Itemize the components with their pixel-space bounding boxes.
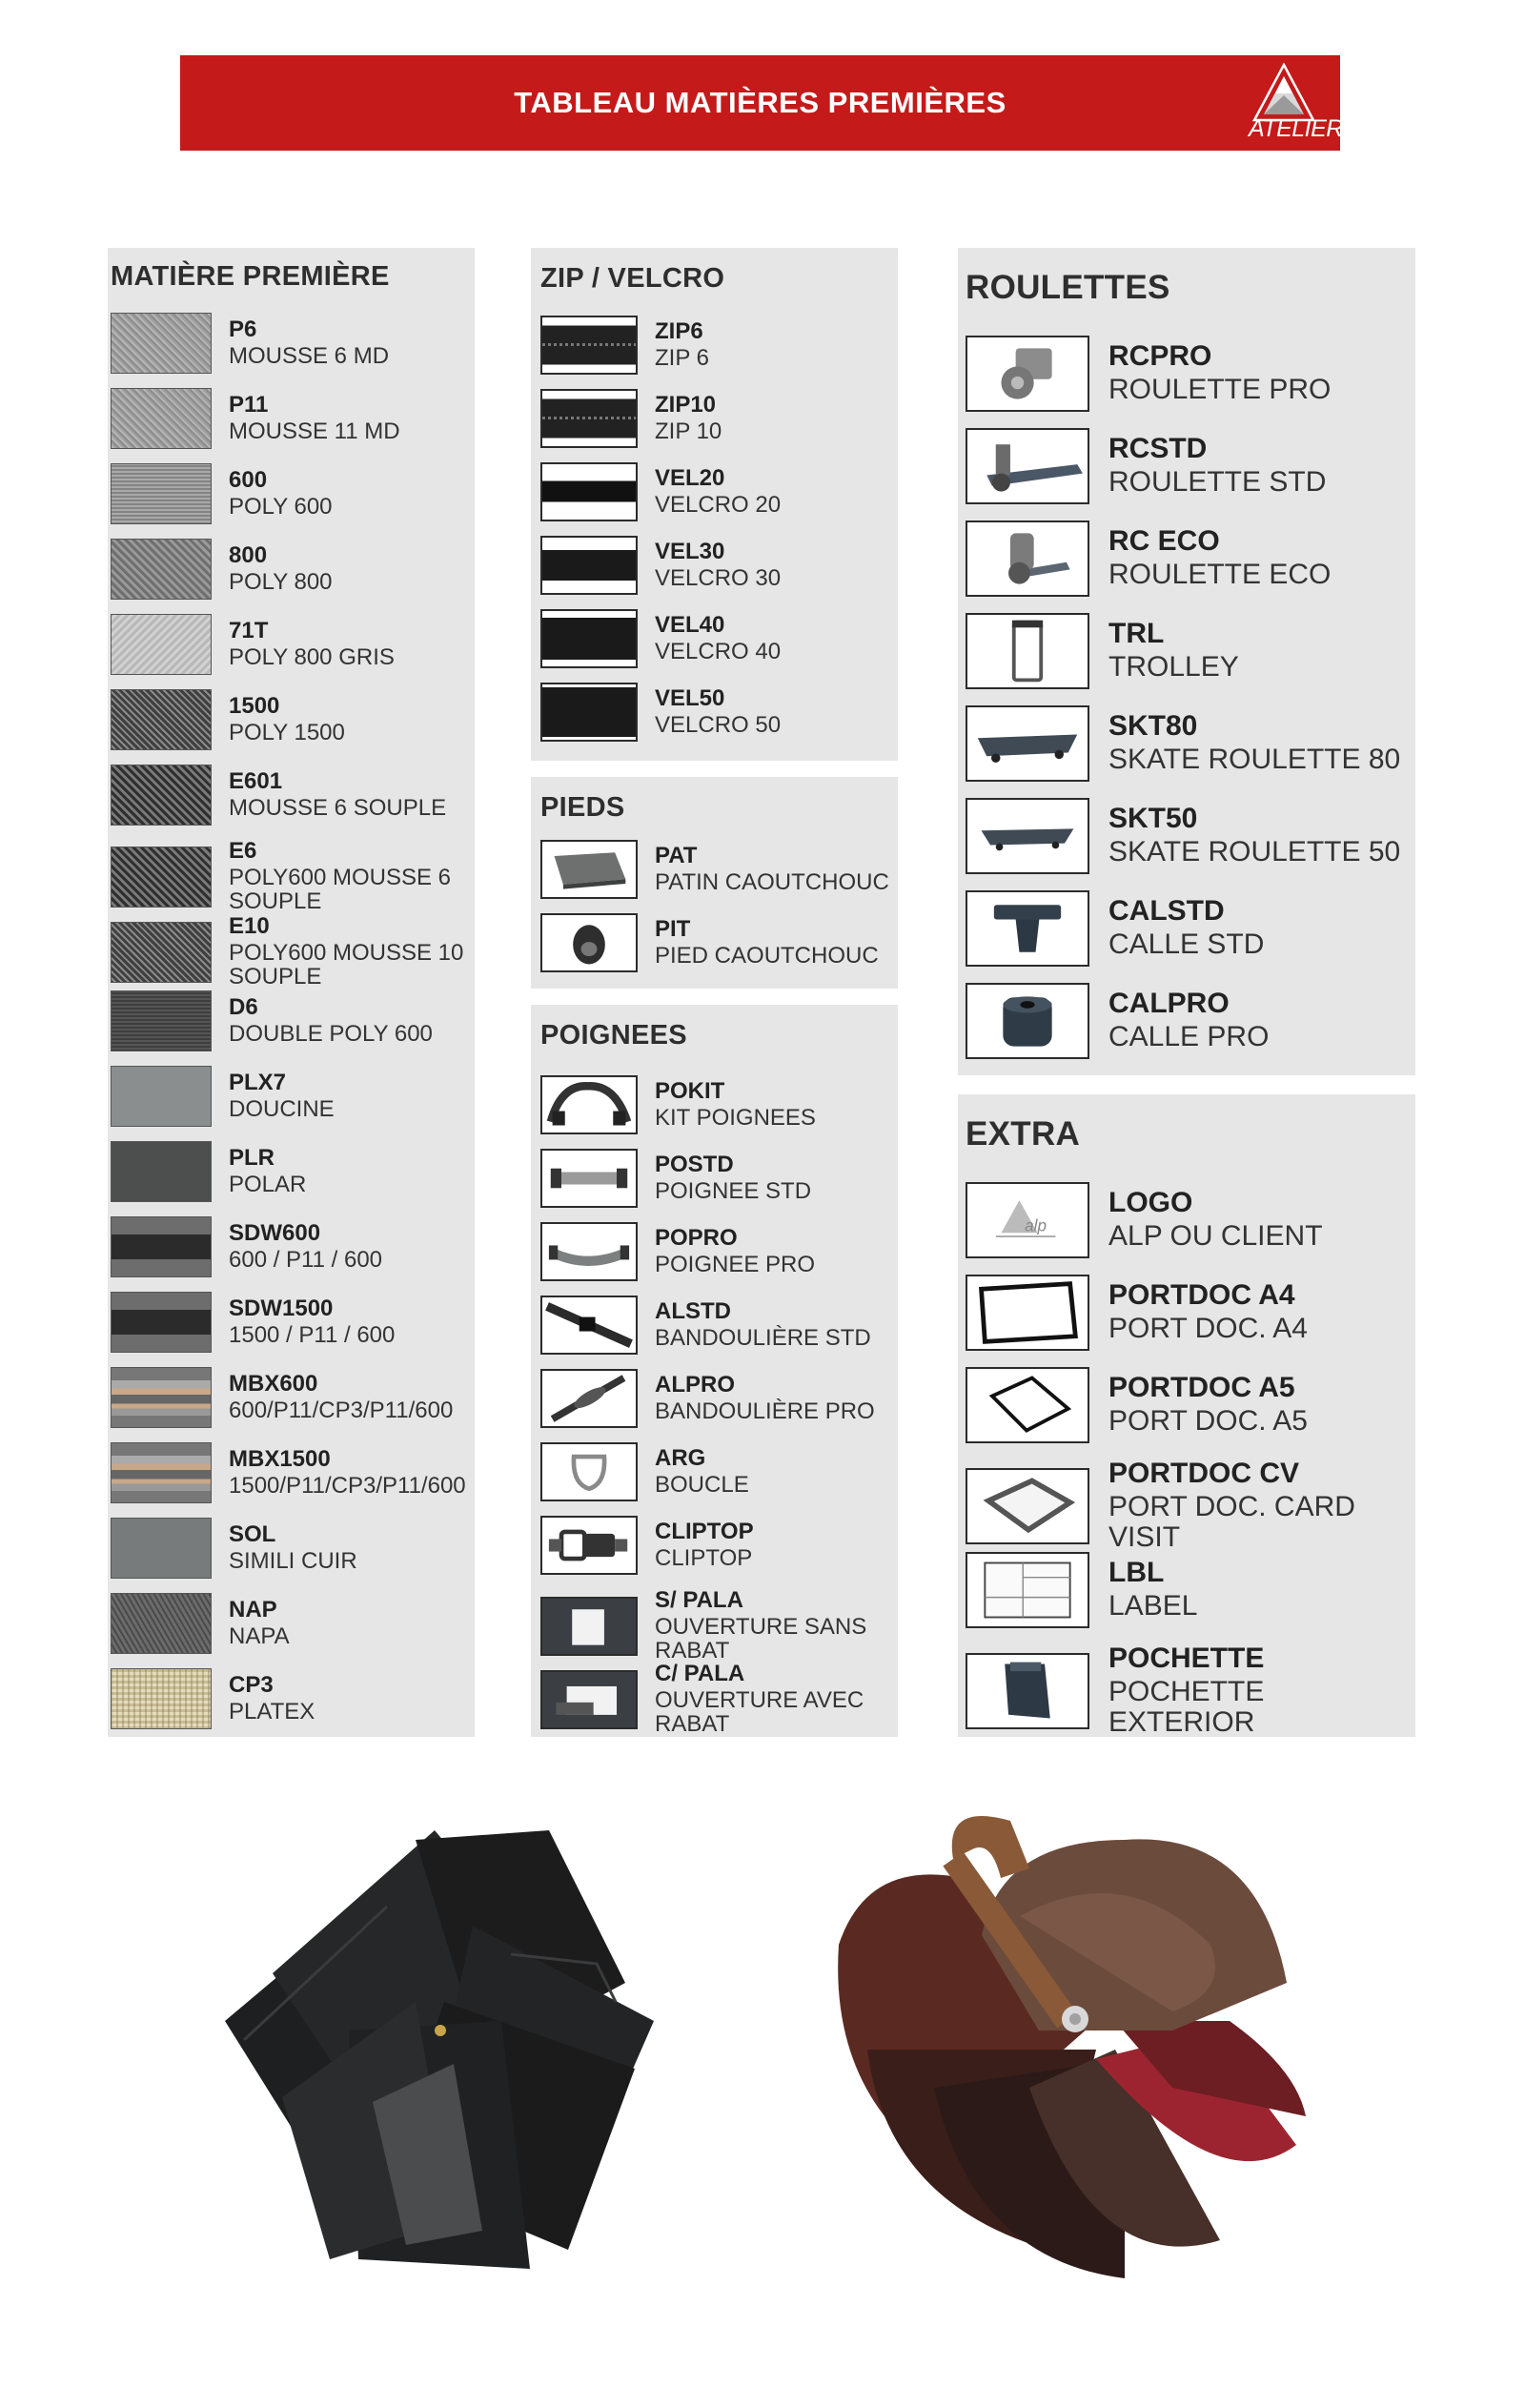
item-name: CALLE STD [1108,929,1265,961]
item-name: CLIPTOP [655,1544,753,1571]
item-name: POLY 800 GRIS [229,643,395,670]
swatch-image [111,1593,212,1654]
material-item[interactable] [111,915,475,989]
item-name: VELCRO 50 [655,711,782,738]
extra-item[interactable] [966,1367,1308,1443]
swatch-image [111,463,212,524]
zip-image [540,389,638,448]
item-name: ROULETTE PRO [1108,374,1332,406]
panel-title: ZIP / VELCRO [540,263,725,294]
material-item[interactable] [111,765,446,826]
item-code: VEL50 [655,684,725,711]
panel-extra [958,1094,1415,1737]
swatch-image [111,1668,212,1729]
item-code: PAT [655,842,698,868]
item-code: PORTDOC A4 [1108,1279,1295,1312]
item-code: PORTDOC A5 [1108,1372,1295,1404]
shoulder-strap-std-image [540,1296,638,1355]
swatch-image [111,614,212,675]
atelier-logo [1249,63,1343,143]
item-code: SDW600 [229,1219,321,1246]
item-name: PATIN CAOUTCHOUC [655,868,889,895]
material-item[interactable] [111,388,400,449]
material-item[interactable] [111,689,345,750]
item-code: NAP [229,1596,277,1622]
item-name: VELCRO 20 [655,491,782,518]
item-code: RCPRO [1108,340,1212,373]
item-name: BANDOULIÈRE STD [655,1324,871,1351]
doc-holder-a5-image [966,1367,1089,1443]
handle-std-image [540,1149,638,1208]
item-name: BOUCLE [655,1471,749,1498]
material-item[interactable] [111,313,389,374]
opening-with-flap-image [540,1670,638,1729]
item-code: P11 [229,391,269,418]
item-name: ZIP 10 [655,418,722,444]
panel-poignees [531,1005,898,1737]
atelier-logo-icon [1250,63,1317,122]
item-code: ARG [655,1444,706,1471]
shoulder-strap-pro-image [540,1369,638,1428]
item-name: SIMILI CUIR [229,1547,357,1574]
extra-item[interactable] [966,1182,1323,1258]
item-code: PORTDOC CV [1108,1458,1300,1489]
material-item[interactable] [111,1518,357,1579]
item-code: CALPRO [1108,988,1230,1020]
cliptop-buckle-image [540,1516,638,1575]
zip-item[interactable] [540,389,722,448]
item-code: ZIP10 [655,391,717,418]
calle-pro-image [966,983,1089,1059]
panel-roulettes [958,248,1415,1075]
strap-item[interactable] [540,1369,875,1428]
item-name: 600/P11/CP3/P11/600 [229,1397,454,1423]
panel-pieds [531,777,898,989]
logo-text: ATELIER [1249,115,1343,142]
leather-swatch-fan-photo [810,1802,1344,2297]
item-name: POLAR [229,1171,307,1197]
velcro-image [540,462,638,521]
handle-item[interactable] [540,1075,816,1134]
material-item[interactable] [111,1141,306,1202]
velcro-item[interactable] [540,536,781,595]
item-name: 600 / P11 / 600 [229,1246,383,1273]
header-banner [180,55,1343,151]
swatch-image [111,847,212,908]
swatch-image [111,539,212,600]
item-name: OUVERTURE SANS RABAT [655,1614,867,1664]
swatch-image [111,1292,212,1353]
item-code: E601 [229,767,283,794]
item-code: PLX7 [229,1069,287,1095]
item-code: POCHETTE [1108,1643,1265,1674]
swatch-image [111,388,212,449]
item-code: MBX600 [229,1370,318,1397]
item-code: TRL [1108,618,1165,650]
item-code: P6 [229,316,257,342]
swatch-image [111,1216,212,1277]
velcro-image [540,536,638,595]
skate-50-image [966,798,1089,874]
material-item[interactable] [111,1292,395,1353]
item-code: LBL [1108,1557,1165,1589]
item-name: PIED CAOUTCHOUC [655,942,879,969]
item-code: 71T [229,617,269,643]
item-name: NAPA [229,1622,290,1649]
item-code: 1500 [229,692,280,719]
swatch-image [111,1066,212,1127]
label-image [966,1552,1089,1628]
wheel-pro-image [966,336,1089,412]
opening-item[interactable] [540,1663,898,1736]
item-name: POLY 1500 [229,719,345,745]
buckle-item[interactable] [540,1442,749,1501]
material-item[interactable] [111,539,333,600]
panel-title: ROULETTES [966,269,1170,306]
wheel-item[interactable] [966,798,1400,874]
item-name: POIGNEE PRO [655,1251,816,1277]
wheel-item[interactable] [966,336,1331,412]
item-code: CALSTD [1108,895,1225,928]
panel-title: POIGNEES [540,1020,687,1051]
item-code: VEL20 [655,464,725,491]
foot-item[interactable] [540,913,879,972]
item-code: MBX1500 [229,1445,331,1472]
black-swatch-fan-photo [168,1811,702,2288]
item-code: LOGO [1108,1187,1193,1219]
item-name: ROULETTE STD [1108,466,1327,499]
item-code: RCSTD [1108,433,1208,465]
item-code: 600 [229,466,268,493]
item-name: 1500/P11/CP3/P11/600 [229,1472,466,1499]
item-name: CALLE PRO [1108,1021,1270,1053]
zip-image [540,316,638,375]
rubber-pad-image [540,840,638,899]
doc-holder-a4-image [966,1275,1089,1351]
item-name: PORT DOC. A4 [1108,1313,1308,1345]
d-ring-buckle-image [540,1442,638,1501]
item-code: ALPRO [655,1371,735,1398]
logo-image [966,1182,1089,1258]
swatch-image [111,1141,212,1202]
item-code: CP3 [229,1671,274,1698]
item-code: POSTD [655,1151,734,1177]
wheel-item[interactable] [966,520,1331,597]
item-name: SKATE ROULETTE 80 [1108,744,1401,776]
strap-item[interactable] [540,1296,871,1355]
item-name: 1500 / P11 / 600 [229,1321,396,1348]
clip-item[interactable] [540,1516,754,1575]
item-code: SOL [229,1520,276,1547]
material-item[interactable] [111,614,395,675]
item-name: POLY 800 [229,568,333,595]
item-name: POLY600 MOUSSE 10 SOUPLE [229,940,464,990]
velcro-image [540,609,638,668]
item-name: OUVERTURE AVEC RABAT [655,1687,864,1738]
item-code: E10 [229,913,270,939]
velcro-item[interactable] [540,683,781,742]
item-code: SKT50 [1108,803,1198,835]
swatch-image [111,990,212,1051]
handle-pro-image [540,1222,638,1281]
item-name: MOUSSE 11 MD [229,418,400,444]
trolley-image [966,613,1089,689]
handle-kit-image [540,1075,638,1134]
handle-item[interactable] [540,1222,815,1281]
item-name: POLY 600 [229,493,333,520]
item-code: ZIP6 [655,317,703,344]
wheel-item[interactable] [966,428,1326,504]
item-name: VELCRO 30 [655,564,782,591]
wheel-eco-image [966,520,1089,597]
opening-no-flap-image [540,1597,638,1656]
skate-80-image [966,705,1089,782]
material-item[interactable] [111,1442,466,1503]
item-name: PORT DOC. CARD VISIT [1108,1491,1355,1553]
item-name: TROLLEY [1108,651,1239,684]
item-name: PLATEX [229,1698,315,1724]
item-name: KIT POIGNEES [655,1104,816,1131]
item-name: PORT DOC. A5 [1108,1405,1308,1438]
material-item[interactable] [111,1668,315,1729]
page-title: TABLEAU MATIÈRES PREMIÈRES [514,86,1006,119]
item-code: S/ PALA [655,1587,743,1613]
wedge-item[interactable] [966,983,1269,1059]
swatch-image [111,689,212,750]
item-name: MOUSSE 6 MD [229,342,390,369]
handle-item[interactable] [540,1149,811,1208]
material-item[interactable] [111,1216,382,1277]
velcro-item[interactable] [540,462,781,521]
item-code: SDW1500 [229,1295,334,1321]
item-code: CLIPTOP [655,1518,754,1544]
item-name: ALP OU CLIENT [1108,1220,1323,1253]
item-code: POKIT [655,1077,725,1104]
extra-item[interactable] [966,1644,1415,1737]
alp-logo-text: alp [1025,1216,1047,1235]
item-code: RC ECO [1108,525,1220,558]
opening-item[interactable] [540,1589,898,1663]
velcro-item[interactable] [540,609,781,668]
item-name: ROULETTE ECO [1108,559,1332,591]
item-name: BANDOULIÈRE PRO [655,1398,875,1424]
extra-item[interactable] [966,1552,1197,1628]
material-item[interactable] [111,1367,453,1428]
item-name: POLY600 MOUSSE 6 SOUPLE [229,865,451,915]
material-item[interactable] [111,1593,290,1654]
extra-item[interactable] [966,1459,1415,1552]
panel-title: EXTRA [966,1115,1081,1153]
panel-title: MATIÈRE PREMIÈRE [111,261,390,292]
item-code: PIT [655,915,691,942]
swatch-image [111,765,212,826]
wheel-item[interactable] [966,613,1239,689]
swatch-image [111,1367,212,1428]
item-code: POPRO [655,1224,738,1251]
item-name: POCHETTE EXTERIOR [1108,1676,1265,1738]
material-item[interactable] [111,1066,335,1127]
panel-title: PIEDS [540,792,625,823]
panel-zip-velcro [531,248,898,761]
pocket-image [966,1653,1089,1729]
swatch-image [111,1518,212,1579]
item-name: SKATE ROULETTE 50 [1108,836,1401,868]
panel-matiere-premiere [108,248,475,1737]
item-code: ALSTD [655,1297,731,1324]
material-item[interactable] [111,990,433,1051]
item-code: D6 [229,993,258,1020]
calle-std-image [966,890,1089,967]
foot-item[interactable] [540,840,889,899]
velcro-image [540,683,638,742]
item-name: MOUSSE 6 SOUPLE [229,794,447,821]
item-code: VEL30 [655,538,725,564]
swatch-image [111,313,212,374]
item-code: PLR [229,1144,274,1171]
item-name: POIGNEE STD [655,1177,812,1204]
wheel-std-image [966,428,1089,504]
material-item[interactable] [111,463,333,524]
item-code: E6 [229,838,257,864]
swatch-image [111,922,212,983]
item-name: LABEL [1108,1590,1198,1622]
wedge-item[interactable] [966,890,1264,967]
material-item[interactable] [111,840,475,913]
item-name: ZIP 6 [655,344,709,371]
item-code: SKT80 [1108,710,1198,743]
zip-item[interactable] [540,316,709,375]
wheel-item[interactable] [966,705,1400,782]
item-name: DOUBLE POLY 600 [229,1020,433,1047]
item-code: 800 [229,541,268,568]
extra-item[interactable] [966,1275,1308,1351]
item-name: VELCRO 40 [655,638,782,664]
item-code: C/ PALA [655,1661,745,1686]
item-code: VEL40 [655,611,725,638]
card-holder-image [966,1468,1089,1544]
item-name: DOUCINE [229,1095,335,1122]
rubber-foot-image [540,913,638,972]
swatch-image [111,1442,212,1503]
